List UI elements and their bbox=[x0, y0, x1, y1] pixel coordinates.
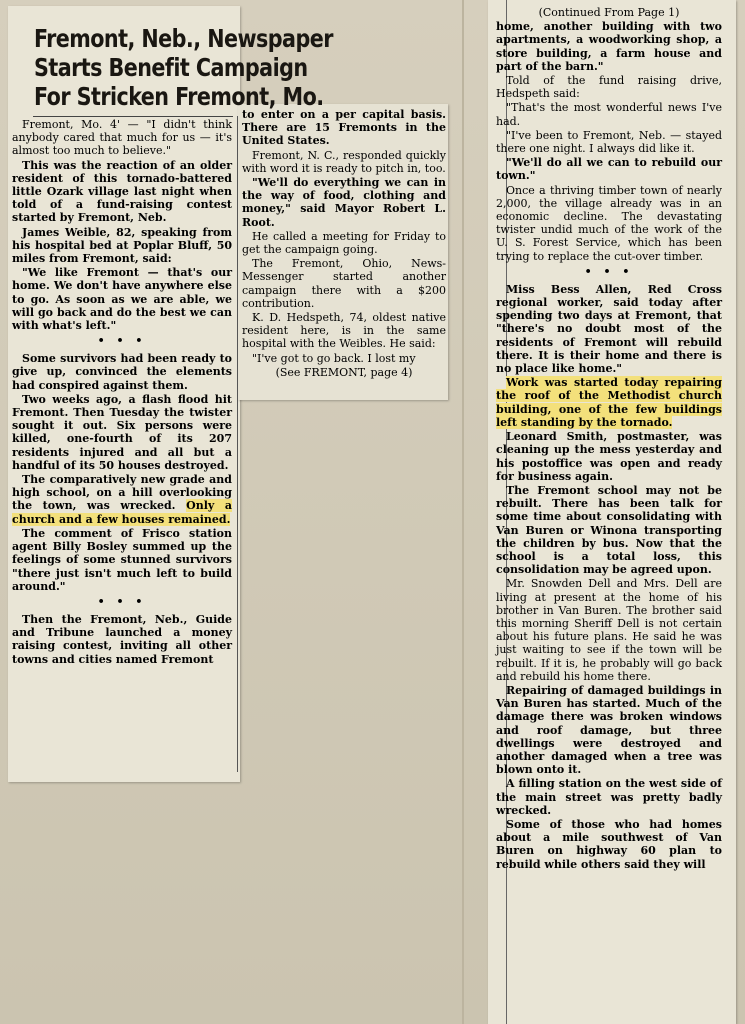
column-divider bbox=[237, 116, 238, 772]
paragraph-text: The comparatively new grade and high school, on a hill overlooking the town, was wrecked. bbox=[12, 473, 232, 513]
paragraph: Miss Bess Allen, Red Cross regional worker, said today after spending two days at Fremont, that "there's no doubt most of the residents of Fremont will rebuild there. It is their home and there is no place like home." bbox=[496, 282, 722, 376]
article-column-left bbox=[12, 118, 232, 667]
paragraph: "I've got to go back. I lost my bbox=[252, 351, 416, 365]
paragraph: He called a meeting for Friday to get the campaign going. bbox=[242, 229, 446, 257]
section-break: • • • bbox=[97, 334, 147, 348]
paragraph bbox=[496, 376, 722, 429]
article-column-middle bbox=[242, 108, 446, 380]
paragraph: Leonard Smith, postmaster, was cleaning up the mess yesterday and his postoffice was open and ready for business again. bbox=[496, 430, 722, 483]
paragraph: Two weeks ago, a flash flood hit Fremont. Then Tuesday the twister sought it out. Six persons were killed, one-fourth of its 207 residents injured and all but a handful of its 50 houses destroyed. bbox=[12, 392, 232, 472]
paragraph: to enter on a per capital basis. There are 15 Fremonts in the United States. bbox=[242, 108, 446, 148]
paragraph: The Fremont, Ohio, News-Messenger started another campaign there with a $200 contribution. bbox=[242, 257, 446, 310]
paragraph bbox=[12, 473, 232, 526]
paragraph: Repairing of damaged buildings in Van Buren has started. Much of the damage there was broken windows and roof damage, but three dwellings were destroyed and another damaged when a tree was blown onto it. bbox=[496, 683, 722, 777]
paragraph: The Fremont school may not be rebuilt. There has been talk for some time about consolidating with Van Buren or Winona transporting the children by bus. Now that the school is a total loss, this consolidation may be agreed upon. bbox=[496, 483, 722, 577]
paragraph: "We'll do all we can to rebuild our town." bbox=[496, 156, 722, 183]
paragraph: Told of the fund raising drive, Hedspeth said: bbox=[496, 74, 722, 101]
section-break: • • • bbox=[97, 594, 147, 608]
headline bbox=[34, 24, 333, 111]
headline-rule bbox=[33, 116, 233, 117]
paragraph: "That's the most wonderful news I've had. bbox=[496, 101, 722, 128]
paragraph: James Weible, 82, speaking from his hospital bed at Poplar Bluff, 50 miles from Fremont, said: bbox=[12, 225, 232, 266]
article-column-right bbox=[496, 6, 722, 872]
highlighted-text: Only a church and a few houses remained. bbox=[12, 499, 232, 526]
section-break: • • • bbox=[584, 264, 634, 278]
headline-line-3: For Stricken Fremont, Mo. bbox=[34, 82, 324, 111]
paragraph: Once a thriving timber town of nearly 2,000, the village already was in an economic decline. The devastating twister undid much of the work of the U. S. Forest Service, which has been trying to replace the cut-over timber. bbox=[496, 183, 722, 263]
paragraph: Some survivors had been ready to give up, convinced the elements had conspired against them. bbox=[12, 352, 232, 392]
paragraph: Fremont, N. C., responded quickly with word it is ready to pitch in, too. bbox=[242, 148, 446, 175]
paragraph: Then the Fremont, Neb., Guide and Tribune launched a money raising contest, inviting all other towns and cities named Fremont bbox=[12, 612, 232, 666]
paragraph: The comment of Frisco station agent Billy Bosley summed up the feelings of some stunned survivors "there just isn't much left to build around." bbox=[12, 526, 232, 593]
paragraph: home, another building with two apartments, a woodworking shop, a store building, a farm house and part of the barn." bbox=[496, 20, 722, 73]
continued-line: (Continued From Page 1) bbox=[538, 6, 680, 19]
paragraph: This was the reaction of an older resident of this tornado-battered little Ozark village last night when told of a fund-raising contest started by Fremont, Neb. bbox=[12, 158, 232, 225]
paragraph: A filling station on the west side of the main street was pretty badly wrecked. bbox=[496, 777, 722, 817]
paragraph: Mr. Snowden Dell and Mrs. Dell are living at present at the home of his brother in Van Buren. The brother said this morning Sheriff Dell is not certain about his future plans. He said he was just waiting to see if the town will be rebuilt. If it is, he probably will go back and rebuild his home there. bbox=[496, 577, 722, 683]
paragraph: "We'll do everything we can in the way of food, clothing and money," said Mayor Robert L. Root. bbox=[242, 176, 446, 229]
headline-line-2: Starts Benefit Campaign bbox=[34, 53, 308, 82]
highlighted-text: Work was started today repairing the roof of the Methodist church building, one of the few buildings left standing by the tornado. bbox=[496, 376, 722, 429]
paragraph: Fremont, Mo. 4' — "I didn't think anybody cared that much for us — it's almost too much to believe." bbox=[12, 118, 232, 158]
page-shadow bbox=[462, 0, 464, 1024]
paragraph: Some of those who had homes about a mile southwest of Van Buren on highway 60 plan to rebuild while others said they will bbox=[496, 817, 722, 871]
paragraph: "We like Fremont — that's our home. We don't have anywhere else to go. As soon as we are able, we will go back and do the best we can with what's left." bbox=[12, 266, 232, 333]
paragraph: "I've been to Fremont, Neb. — stayed there one night. I always did like it. bbox=[496, 128, 722, 156]
headline-line-1: Fremont, Neb., Newspaper bbox=[34, 24, 333, 53]
jump-line: (See FREMONT, page 4) bbox=[275, 365, 413, 379]
paragraph: K. D. Hedspeth, 74, oldest native resident here, is in the same hospital with the Weibles. He said: bbox=[242, 311, 446, 351]
